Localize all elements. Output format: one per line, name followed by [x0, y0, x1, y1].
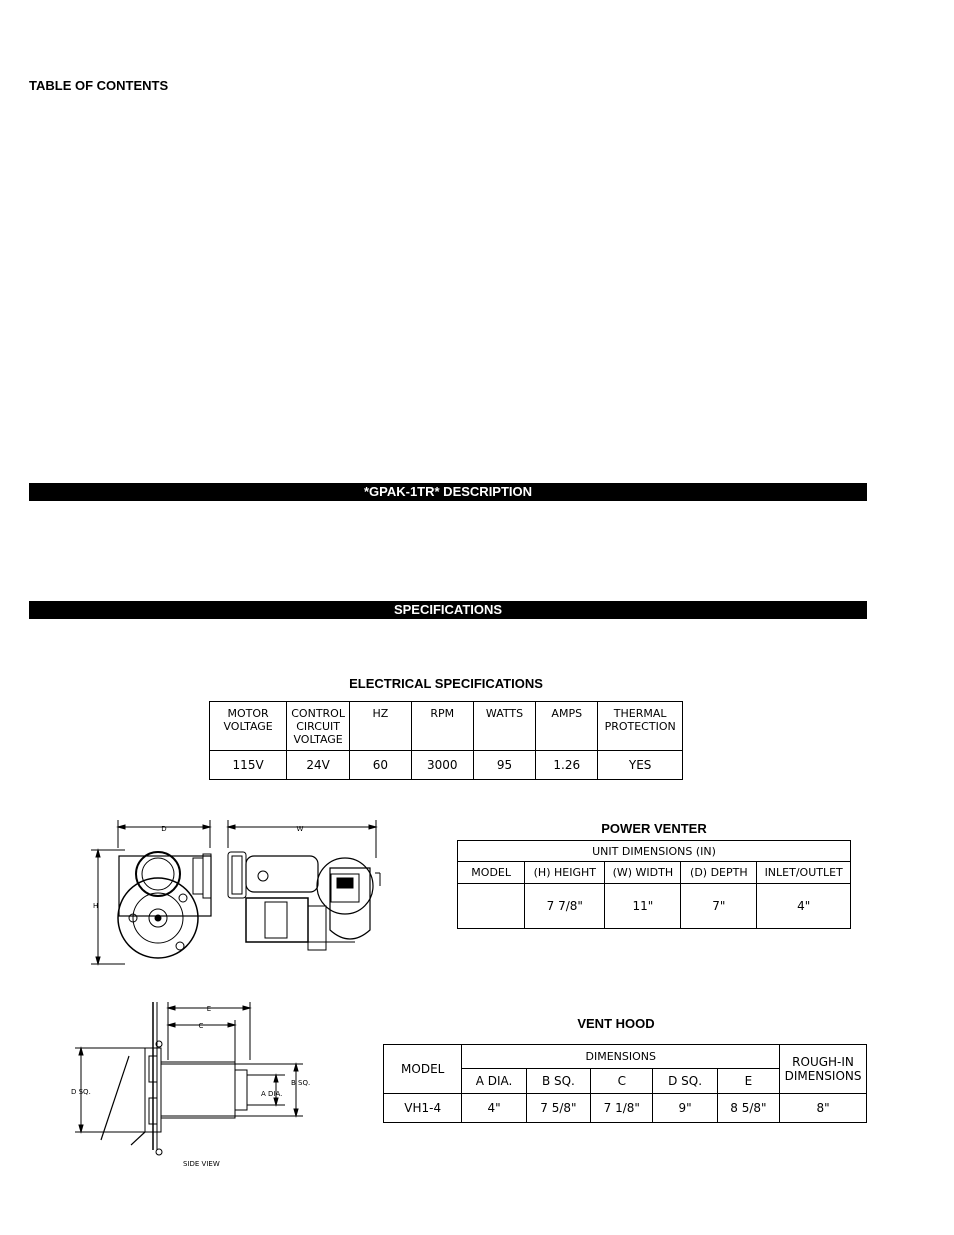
- pv-value-depth: 7": [681, 884, 757, 929]
- vh-value-c: 7 1/8": [591, 1094, 653, 1123]
- power-venter-table: [457, 840, 851, 929]
- header-control-voltage: CONTROL CIRCUIT VOLTAGE: [287, 702, 350, 751]
- vh-value-model: VH1-4: [384, 1094, 462, 1123]
- pv-value-height: 7 7/8": [525, 884, 605, 929]
- vh-header-dimensions: DIMENSIONS: [462, 1045, 780, 1069]
- pv-header-model: MODEL: [458, 862, 525, 884]
- header-amps: AMPS: [536, 702, 598, 751]
- vh-value-b: 7 5/8": [526, 1094, 590, 1123]
- electrical-table: [209, 701, 683, 780]
- vent-hood-title: VENT HOOD: [577, 1016, 655, 1031]
- power-venter-title: POWER VENTER: [601, 821, 707, 836]
- value-motor-voltage: 115V: [210, 751, 287, 780]
- header-thermal: THERMAL PROTECTION: [598, 702, 683, 751]
- dim-d-label: D: [161, 825, 167, 833]
- vent-hood-drawing: [65, 1000, 330, 1172]
- dim-d-sq-label: D SQ.: [71, 1088, 91, 1096]
- value-watts: 95: [473, 751, 535, 780]
- vh-header-e: E: [717, 1069, 779, 1094]
- vh-header-d: D SQ.: [653, 1069, 717, 1094]
- vh-value-a: 4": [462, 1094, 526, 1123]
- dim-w-label: W: [296, 825, 304, 833]
- dim-c-label: C: [198, 1022, 204, 1030]
- pv-header-width: (W) WIDTH: [605, 862, 681, 884]
- pv-header-inlet: INLET/OUTLET: [757, 862, 851, 884]
- toc-title: TABLE OF CONTENTS: [29, 78, 169, 93]
- dim-h-label: H: [93, 902, 99, 910]
- side-view-label: SIDE VIEW: [183, 1160, 220, 1168]
- vh-header-b: B SQ.: [526, 1069, 590, 1094]
- vh-header-rough-in: ROUGH-IN DIMENSIONS: [780, 1045, 867, 1094]
- pv-header-height: (H) HEIGHT: [525, 862, 605, 884]
- header-watts: WATTS: [473, 702, 535, 751]
- header-hz: HZ: [350, 702, 412, 751]
- value-amps: 1.26: [536, 751, 598, 780]
- value-control-voltage: 24V: [287, 751, 350, 780]
- power-venter-drawing: [85, 818, 390, 970]
- value-thermal: YES: [598, 751, 683, 780]
- value-hz: 60: [350, 751, 412, 780]
- vh-header-c: C: [591, 1069, 653, 1094]
- header-motor-voltage: MOTOR VOLTAGE: [210, 702, 287, 751]
- vh-value-d: 9": [653, 1094, 717, 1123]
- pv-value-model: [458, 884, 525, 929]
- description-bar: *GPAK-1TR* DESCRIPTION: [29, 483, 867, 501]
- dim-e-label: E: [206, 1005, 212, 1013]
- value-rpm: 3000: [411, 751, 473, 780]
- vh-header-model: MODEL: [384, 1045, 462, 1094]
- vh-value-e: 8 5/8": [717, 1094, 779, 1123]
- vh-header-a: A DIA.: [462, 1069, 526, 1094]
- electrical-title: ELECTRICAL SPECIFICATIONS: [349, 676, 543, 691]
- vent-hood-table: [383, 1044, 867, 1123]
- dim-a-dia-label: A DIA.: [261, 1090, 283, 1098]
- pv-value-inlet: 4": [757, 884, 851, 929]
- specifications-bar: SPECIFICATIONS: [29, 601, 867, 619]
- dim-b-sq-label: B SQ.: [291, 1079, 311, 1087]
- header-rpm: RPM: [411, 702, 473, 751]
- pv-value-width: 11": [605, 884, 681, 929]
- vh-value-rough-in: 8": [780, 1094, 867, 1123]
- pv-header-depth: (D) DEPTH: [681, 862, 757, 884]
- unit-dimensions-header: UNIT DIMENSIONS (IN): [458, 841, 851, 862]
